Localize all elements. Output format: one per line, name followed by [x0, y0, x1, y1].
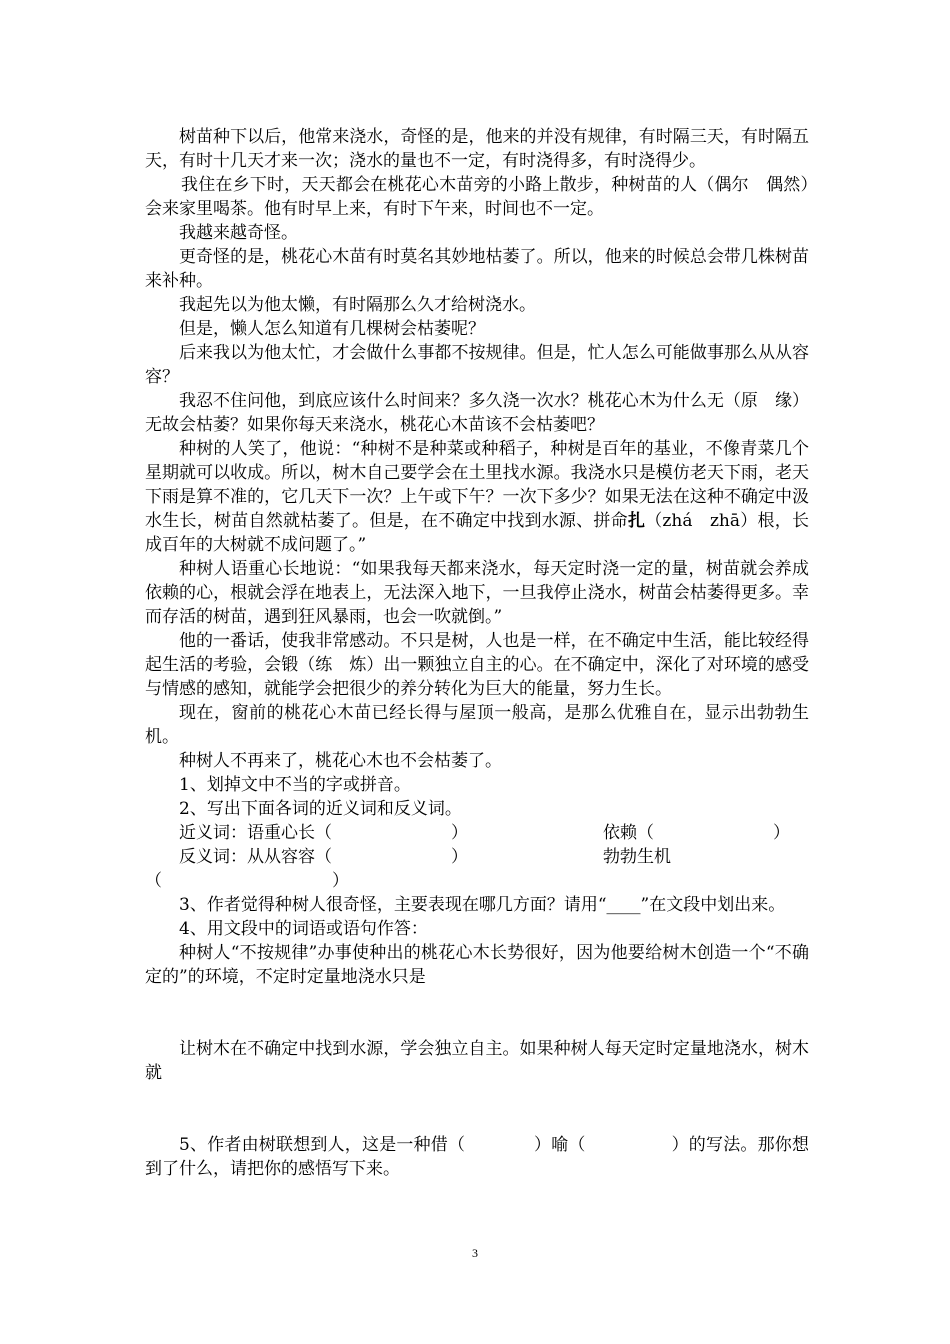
paragraph-8: 我忍不住问他，到底应该什么时间来？多久浇一次水？桃花心木为什么无（原 缘）无故会枯萎？如果你每天来浇水，桃花心木苗该不会枯萎吧？: [145, 391, 809, 435]
page-number: 3: [472, 1246, 478, 1260]
paragraph-6: 但是，懒人怎么知道有几棵树会枯萎呢？: [179, 319, 485, 339]
paragraph-11: 他的一番话，使我非常感动。不只是树，人也是一样，在不确定中生活，能比较经得起生活的考验，会锻（练 炼）出一颗独立自主的心。在不确定中，深化了对环境的感受与情感的感知，就能学会把很少的养分转化为巨大的能量，努力生长。: [145, 631, 809, 699]
paragraph-13: 种树人不再来了，桃花心木也不会枯萎了。: [179, 751, 502, 771]
question-3: 3、作者觉得种树人很奇怪，主要表现在哪几方面？请用“____”在文段中划出来。: [179, 895, 786, 915]
question-1: 1、划掉文中不当的字或拼音。: [179, 775, 411, 795]
paragraph-9-text-c: （zhá zhā）根，长成百年的大树就不成问题了。”: [145, 511, 810, 555]
question-5: 5、作者由树联想到人，这是一种借（ ）喻（ ）的写法。那你想到了什么，请把你的感悟写下来。: [145, 1135, 809, 1179]
q2-antonym-blank: （ ）: [145, 871, 349, 891]
question-2-row-1: [145, 821, 809, 845]
paragraph-9: [145, 437, 809, 557]
paragraph-7: 后来我以为他太忙，才会做什么事都不按规律。但是，忙人怎么可能做事那么从从容容？: [145, 343, 809, 387]
paragraph-10: 种树人语重心长地说：“如果我每天都来浇水，每天定时浇一定的量，树苗就会养成依赖的心，根就会浮在地表上，无法深入地下，一旦我停止浇水，树苗会枯萎得更多。幸而存活的树苗，遇到狂风暴雨，也会一吹就倒。”: [145, 559, 809, 627]
question-4-text-1: 种树人“不按规律”办事使种出的桃花心木长势很好，因为他要给树木创造一个“不确定的”的环境，不定时定量地浇水只是: [145, 943, 809, 987]
paragraph-2: 我住在乡下时，天天都会在桃花心木苗旁的小路上散步，种树苗的人（偶尔 偶然）会来家里喝茶。他有时早上来，有时下午来，时间也不一定。: [145, 175, 809, 219]
question-4: 4、用文段中的词语或语句作答：: [179, 919, 428, 939]
paragraph-1: 树苗种下以后，他常来浇水，奇怪的是，他来的并没有规律，有时隔三天，有时隔五天，有时十几天才来一次；浇水的量也不一定，有时浇得多，有时浇得少。: [145, 127, 809, 171]
q2-antonym-left: 反义词：从从容容（ ）: [179, 847, 468, 867]
paragraph-9-bold-char: 扎: [627, 511, 646, 531]
paragraph-5: 我起先以为他太懒，有时隔那么久才给树浇水。: [179, 295, 536, 315]
paragraph-12: 现在，窗前的桃花心木苗已经长得与屋顶一般高，是那么优雅自在，显示出勃勃生机。: [145, 703, 809, 747]
paragraph-3: 我越来越奇怪。: [179, 223, 298, 243]
q2-antonym-right: 勃勃生机: [603, 847, 671, 867]
question-2: 2、写出下面各词的近义词和反义词。: [179, 799, 462, 819]
document-body: [145, 125, 809, 1181]
paragraph-4: 更奇怪的是，桃花心木苗有时莫名其妙地枯萎了。所以，他来的时候总会带几株树苗来补种。: [145, 247, 809, 291]
q2-synonym-right: 依赖（ ）: [603, 823, 790, 843]
paragraph-9-text-a: 种树的人笑了，他说：“种树不是种菜或种稻子，种树是百年的基业，不像青菜几个星期就可以收成。所以，树木自己要学会在土里找水源。我浇水只是模仿老天下雨，老天下雨是算不准的，它几天下一次？上午或下午？一次下多少？如果无法在这种不确定中汲水生长，树苗自然就枯萎了。但是，在不确定中找到水源、拼命: [145, 439, 809, 531]
question-2-row-3: [145, 869, 809, 893]
question-4-text-2: 让树木在不确定中找到水源，学会独立自主。如果种树人每天定时定量地浇水，树木就: [145, 1039, 809, 1083]
question-2-row-2: [145, 845, 809, 869]
q2-synonym-left: 近义词：语重心长（ ）: [179, 823, 468, 843]
answer-space-2: [145, 1085, 809, 1133]
answer-space-1: [145, 989, 809, 1037]
